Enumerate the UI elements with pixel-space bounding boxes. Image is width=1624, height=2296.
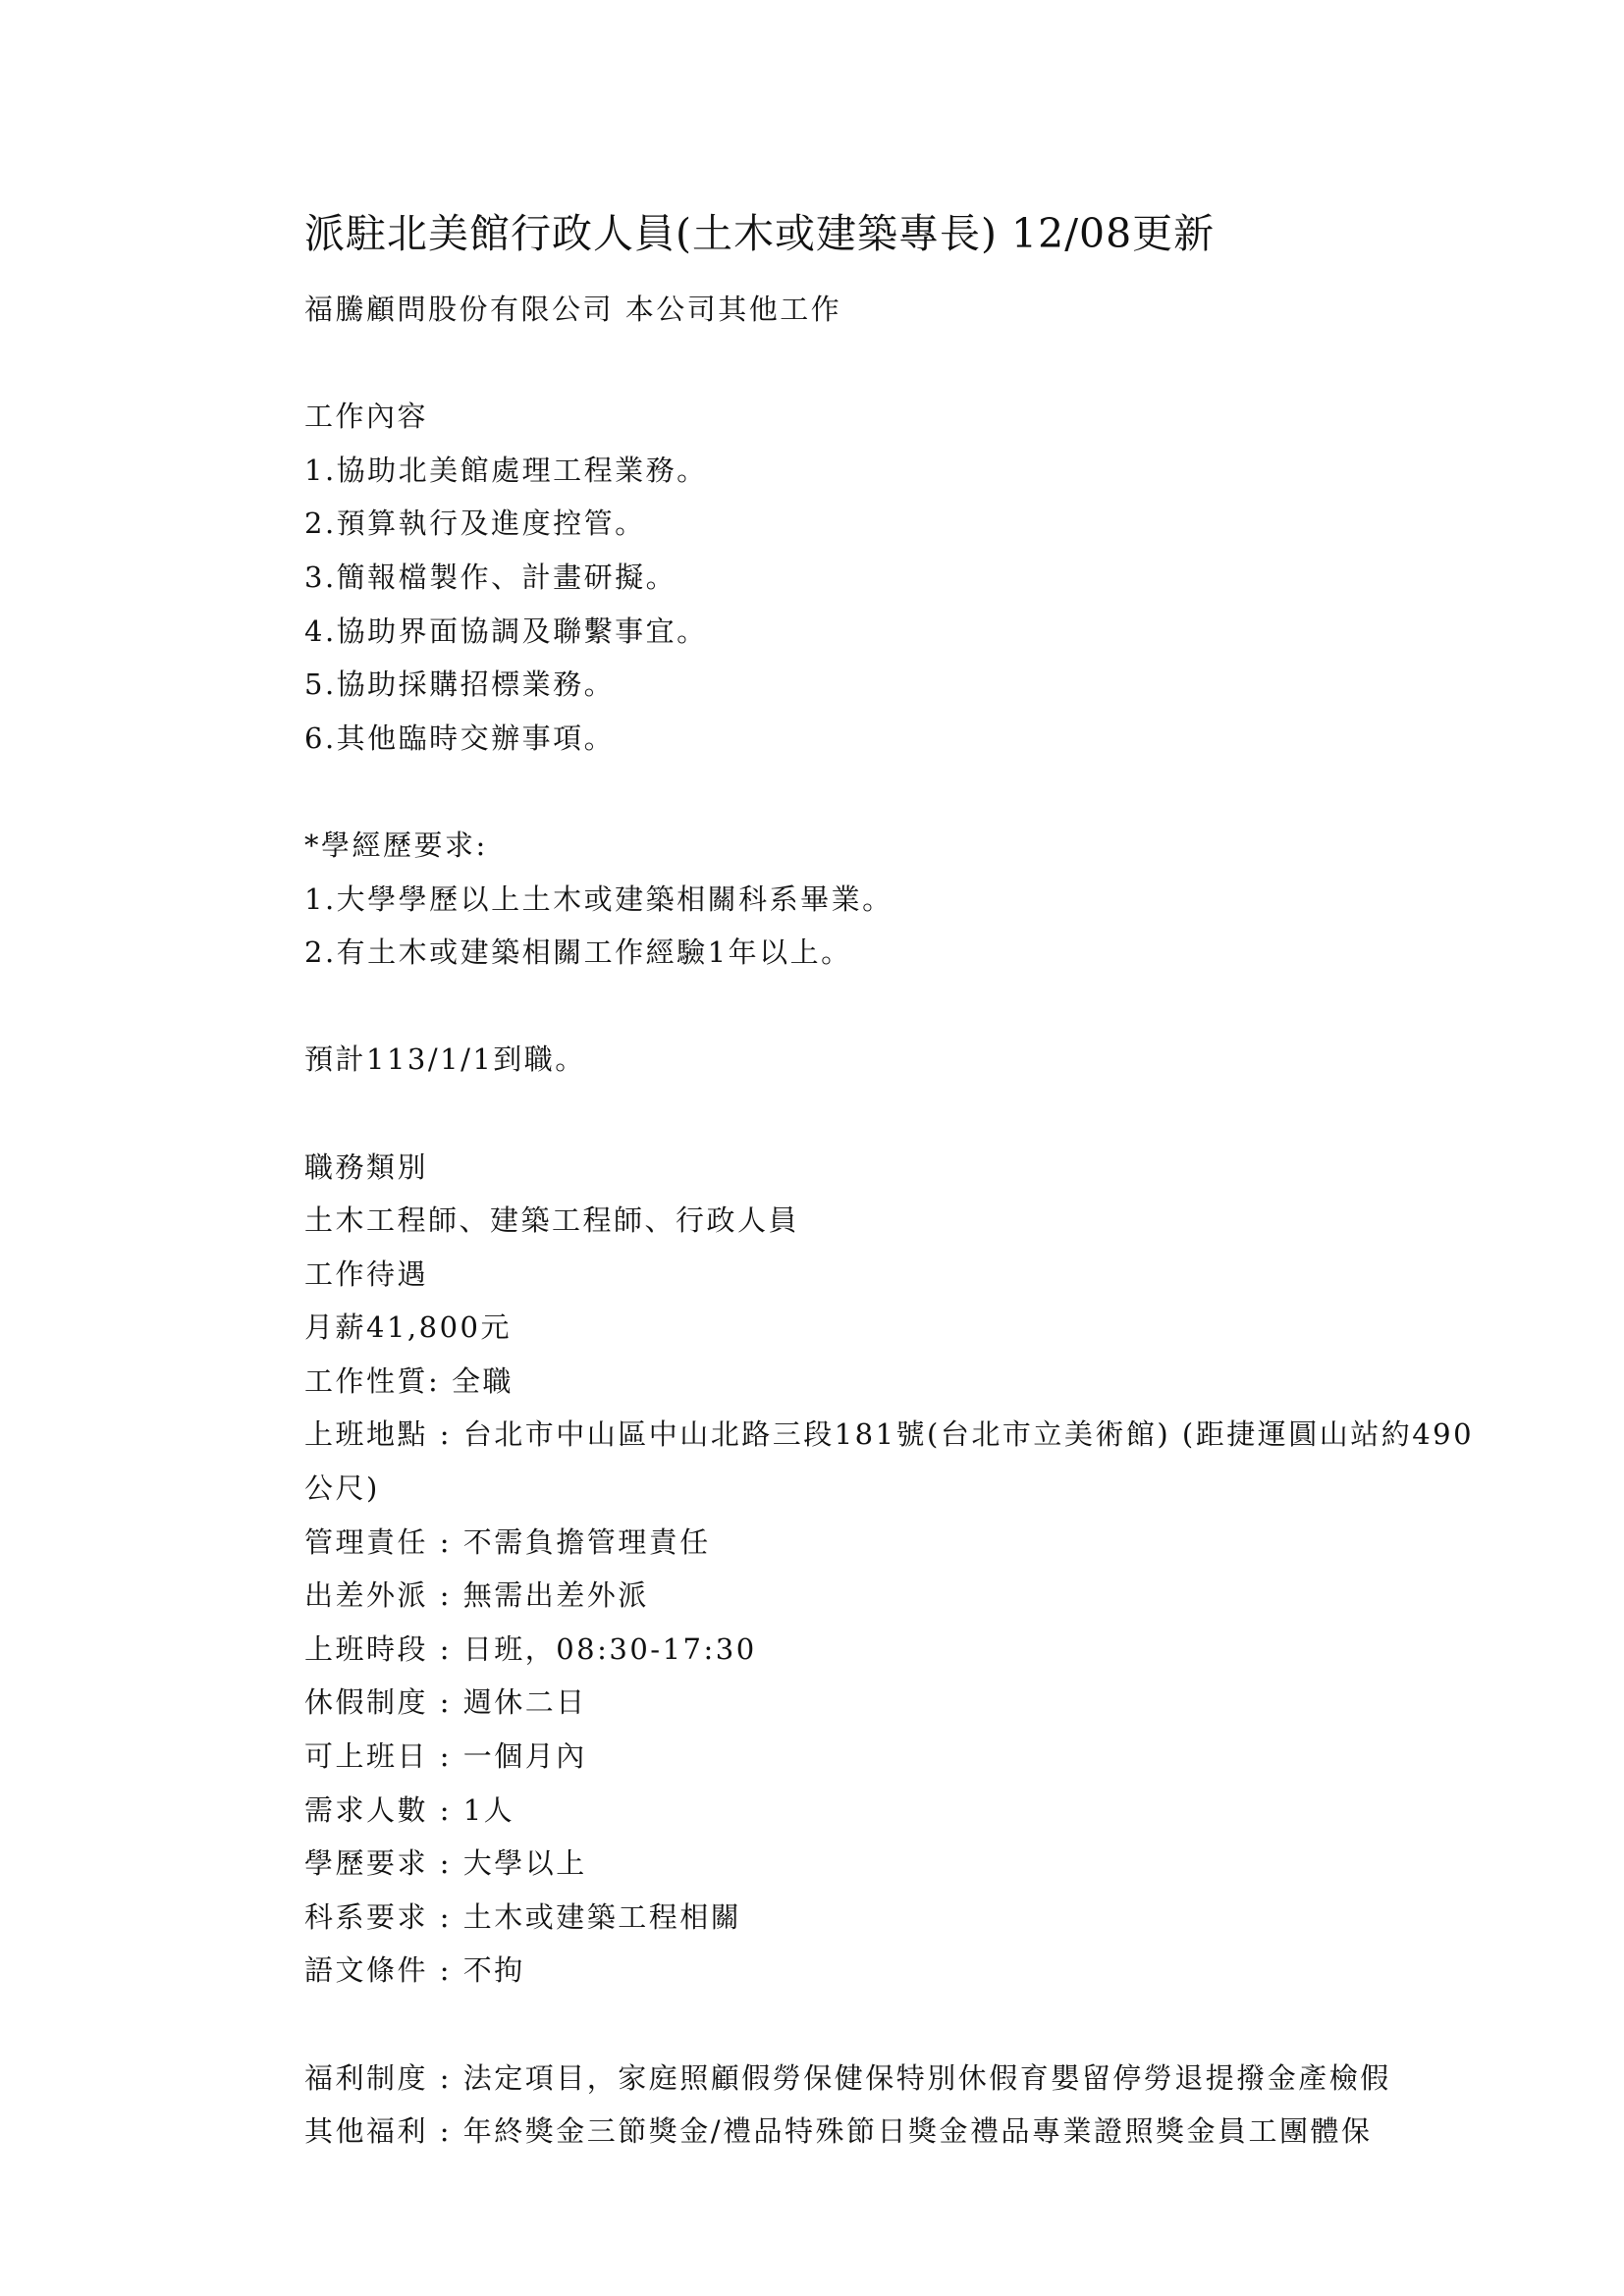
- spacer: [304, 1087, 1483, 1141]
- document-body: [304, 206, 1483, 2159]
- start-date-note: 預計113/1/1到職。: [304, 1042, 586, 1077]
- spacer: [304, 765, 1483, 819]
- working-hours: 上班時段 : 日班，08:30-17:30: [304, 1631, 757, 1666]
- company-line: 福騰顧問股份有限公司 本公司其他工作: [304, 293, 842, 326]
- spacer: [304, 337, 1483, 391]
- leave-system: 休假制度 : 週休二日: [304, 1685, 587, 1720]
- job-content-item: 1.協助北美館處理工程業務。: [304, 453, 708, 487]
- requirement-item: 1.大學學歷以上土木或建築相關科系畢業。: [304, 881, 893, 916]
- requirement-item: 2.有土木或建築相關工作經驗1年以上。: [304, 935, 852, 970]
- welfare-system: 福利制度 : 法定項目，家庭照顧假勞保健保特別休假育嬰留停勞退提撥金產檢假: [304, 2060, 1391, 2095]
- job-content-item: 5.協助採購招標業務。: [304, 667, 616, 702]
- business-travel: 出差外派 : 無需出差外派: [304, 1578, 649, 1613]
- management-responsibility: 管理責任 : 不需負擔管理責任: [304, 1524, 711, 1559]
- spacer: [304, 980, 1483, 1034]
- job-content-item: 3.簡報檔製作、計畫研擬。: [304, 560, 677, 594]
- job-title: 派駐北美館行政人員(土木或建築專長) 12/08更新: [304, 210, 1216, 257]
- job-content-heading: 工作內容: [304, 400, 429, 434]
- headcount: 需求人數 : 1人: [304, 1792, 515, 1827]
- job-content-item: 6.其他臨時交辦事項。: [304, 721, 616, 755]
- category-value: 土木工程師、建築工程師、行政人員: [304, 1203, 800, 1238]
- major-requirement: 科系要求 : 土木或建築工程相關: [304, 1899, 742, 1934]
- work-location: 上班地點 : 台北市中山區中山北路三段181號(台北市立美術館) (距捷運圓山站約490公尺): [304, 1417, 1475, 1506]
- job-nature: 工作性質: 全職: [304, 1363, 514, 1398]
- salary-label: 工作待遇: [304, 1256, 429, 1291]
- education-requirement: 學歷要求 : 大學以上: [304, 1846, 587, 1881]
- available-start: 可上班日 : 一個月內: [304, 1739, 587, 1774]
- category-label: 職務類別: [304, 1149, 429, 1184]
- language-requirement: 語文條件 : 不拘: [304, 1953, 525, 1988]
- other-benefits: 其他福利 : 年終獎金三節獎金/禮品特殊節日獎金禮品專業證照獎金員工團體保: [304, 2114, 1373, 2149]
- job-content-item: 2.預算執行及進度控管。: [304, 507, 646, 541]
- job-content-item: 4.協助界面協調及聯繫事宜。: [304, 614, 708, 648]
- spacer: [304, 1998, 1483, 2052]
- requirements-heading: *學經歷要求:: [304, 828, 488, 862]
- salary-value: 月薪41,800元: [304, 1310, 512, 1345]
